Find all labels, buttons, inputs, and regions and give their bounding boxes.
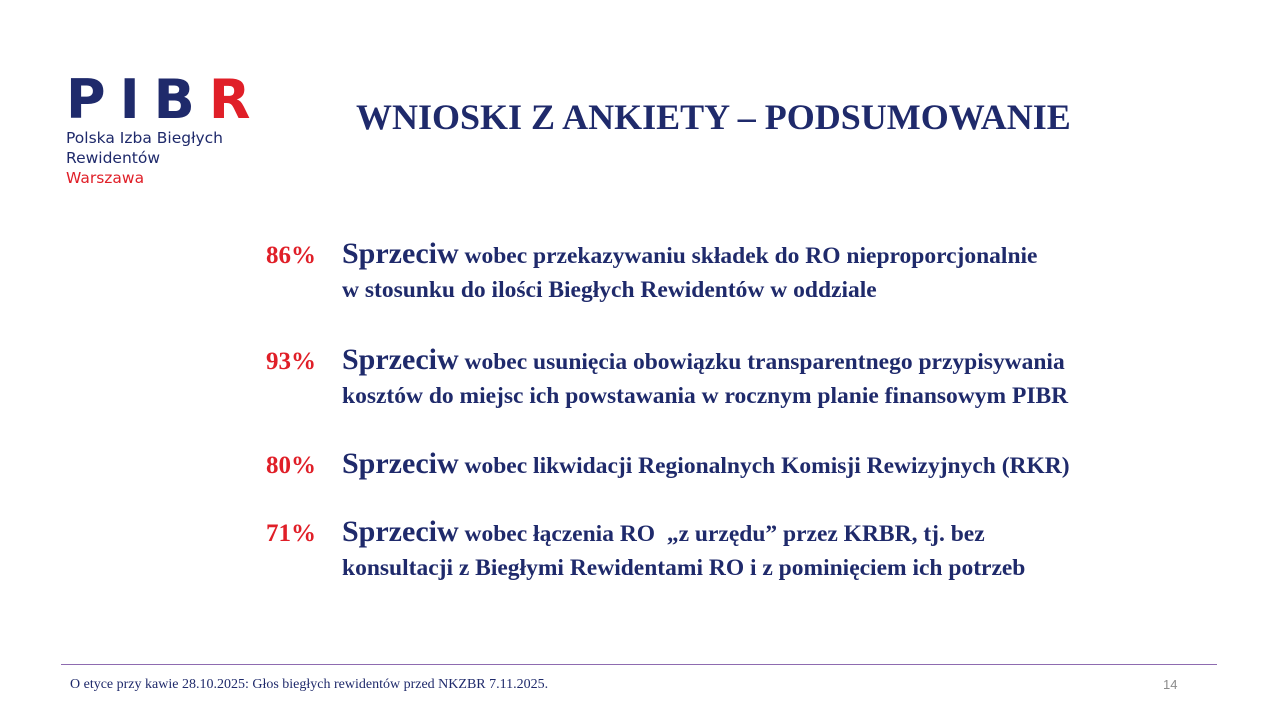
pibr-logo-mark: PIBR bbox=[66, 68, 265, 131]
page-number: 14 bbox=[1163, 677, 1178, 692]
item-keyword: Sprzeciw bbox=[342, 343, 459, 376]
item-text-line1: wobec przekazywaniu składek do RO nieproporcjonalnie bbox=[464, 243, 1038, 269]
summary-list bbox=[266, 236, 1226, 584]
logo-org-name-line2: Rewidentów bbox=[66, 149, 161, 167]
summary-item bbox=[266, 342, 1226, 446]
item-percent: 80% bbox=[266, 452, 316, 479]
slide-title: WNIOSKI Z ANKIETY – PODSUMOWANIE bbox=[356, 97, 1071, 137]
item-text-line1: wobec łączenia RO „z urzędu” przez KRBR, tj. bez bbox=[464, 521, 985, 547]
item-text-line1: wobec usunięcia obowiązku transparentnego przypisywania bbox=[464, 349, 1065, 375]
item-text-line2: kosztów do miejsc ich powstawania w rocznym planie finansowym PIBR bbox=[342, 383, 1069, 409]
logo-city: Warszawa bbox=[66, 169, 145, 187]
pibr-logo bbox=[66, 68, 265, 188]
item-text-line1: wobec likwidacji Regionalnych Komisji Rewizyjnych (RKR) bbox=[464, 453, 1070, 479]
summary-item bbox=[266, 236, 1226, 342]
logo-org-name-line1: Polska Izba Biegłych bbox=[66, 129, 223, 147]
item-keyword: Sprzeciw bbox=[342, 237, 459, 270]
footer-divider bbox=[61, 664, 1217, 665]
item-percent: 93% bbox=[266, 348, 316, 375]
item-percent: 71% bbox=[266, 520, 316, 547]
item-percent: 86% bbox=[266, 242, 316, 269]
item-text-line2: konsultacji z Biegłymi Rewidentami RO i z pominięciem ich potrzeb bbox=[342, 555, 1026, 581]
item-text-line2: w stosunku do ilości Biegłych Rewidentów w oddziale bbox=[342, 277, 877, 303]
summary-item bbox=[266, 514, 1226, 584]
item-keyword: Sprzeciw bbox=[342, 447, 459, 480]
summary-item bbox=[266, 446, 1226, 514]
footer-caption: O etyce przy kawie 28.10.2025: Głos biegłych rewidentów przed NKZBR 7.11.2025. bbox=[70, 677, 549, 692]
item-keyword: Sprzeciw bbox=[342, 515, 459, 548]
